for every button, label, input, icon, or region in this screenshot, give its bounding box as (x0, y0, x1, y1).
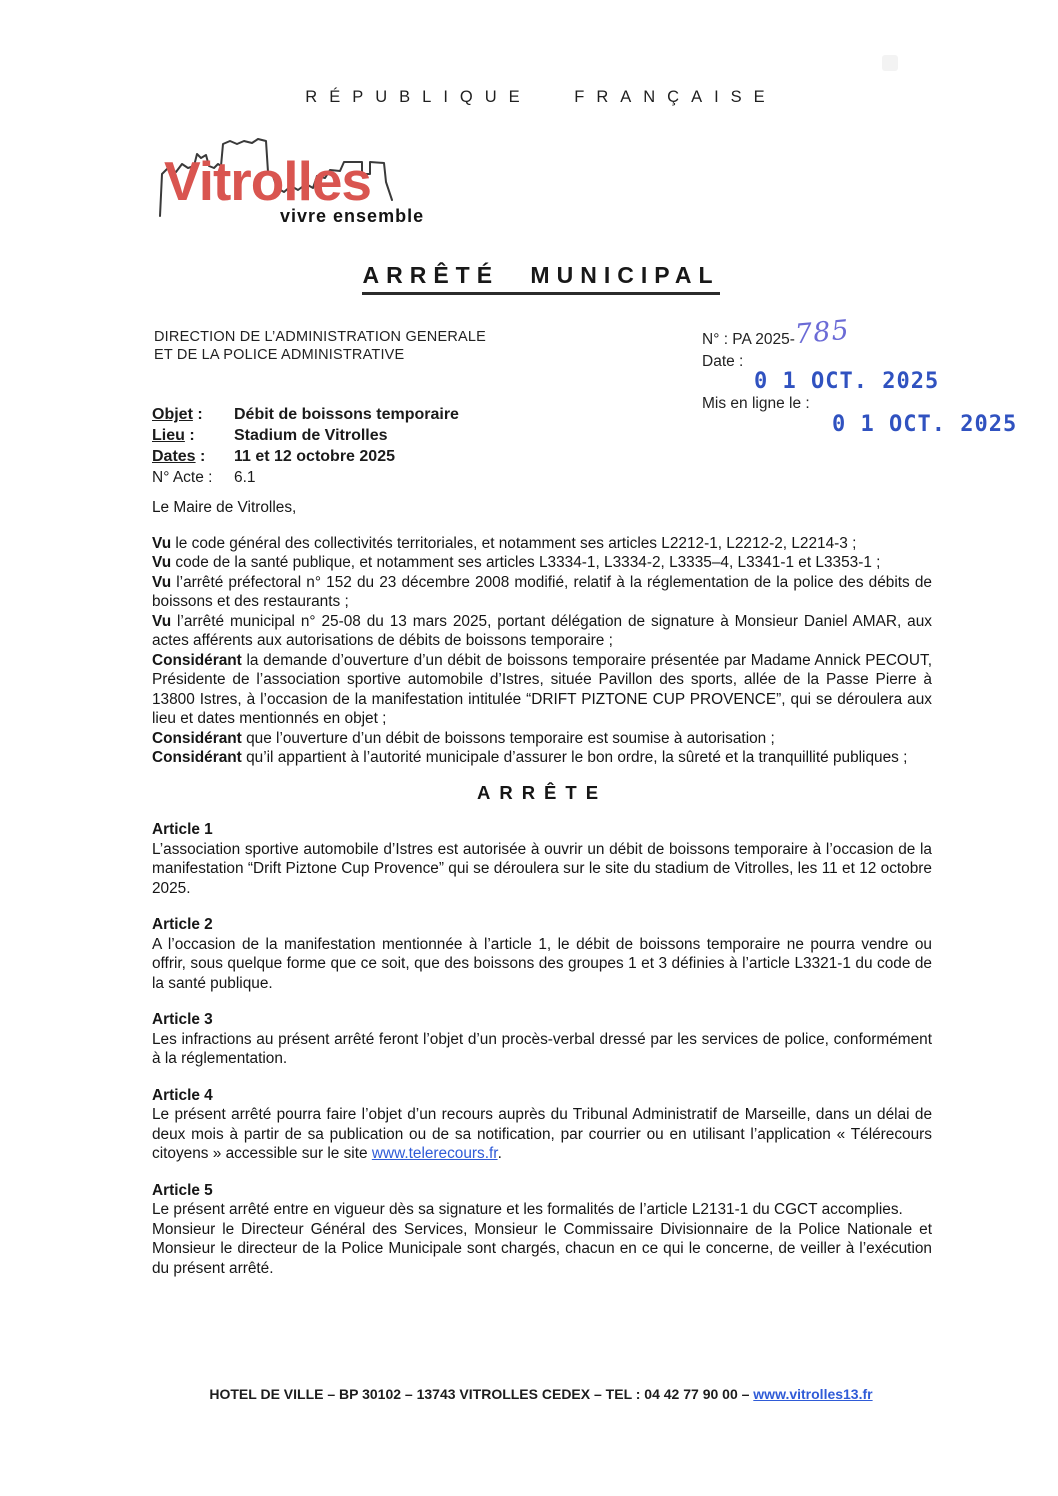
telerecours-link[interactable]: www.telerecours.fr (371, 1145, 498, 1162)
meta-label-objet: Objet (152, 406, 193, 423)
article-1 (152, 820, 932, 898)
recital-vu-2 (152, 553, 932, 573)
recital-lead: Vu (152, 612, 172, 630)
footer (150, 1386, 932, 1402)
meta-row-objet (152, 404, 459, 425)
recital-text: l’arrêté préfectoral n° 152 du 23 décembre 2008 modifié, relatif à la réglementation de la police des débits de boissons et des restaurants ; (152, 573, 932, 610)
meta-row-acte (152, 467, 459, 488)
direction-line-1: DIRECTION DE L’ADMINISTRATION GENERALE (154, 329, 487, 345)
meta-colon: : (195, 448, 206, 465)
article-4-heading: Article 4 (152, 1086, 213, 1104)
date-stamp: 0 1 OCT. 2025 (754, 369, 940, 394)
doc-number-row (702, 314, 942, 351)
recital-lead: Considérant (152, 749, 242, 766)
meta-value-acte: 6.1 (234, 469, 256, 486)
handwritten-number: 785 (793, 314, 851, 351)
online-stamp: 0 1 OCT. 2025 (832, 412, 1018, 437)
meta-row-lieu (152, 425, 459, 446)
recital-text: code de la santé publique, et notamment ses articles L3334-1, L3334-2, L3335–4, L3341-1 et L3353-1 ; (175, 554, 881, 571)
article-3-heading: Article 3 (152, 1011, 213, 1028)
recital-vu-3 (152, 573, 932, 612)
recital-considerant-3 (152, 748, 932, 768)
title-row (150, 262, 932, 295)
meta-label-lieu: Lieu (152, 427, 185, 444)
recital-text: la demande d’ouverture d’un débit de boissons temporaire présentée par Madame Annick PECOUT, Présidente de l’association sportive automobile d’Istres, située Pavillon des sports, allée de la Passe Pierre à 13800 Istres, à l’occasion de la manifestation intitulée “DRIFT PIZTONE CUP PROVENCE”, qui se déroulera aux lieu et dates mentionnés en objet ; (152, 651, 932, 727)
article-1-heading: Article 1 (152, 821, 213, 838)
meta-value-lieu: Stadium de Vitrolles (234, 427, 388, 444)
meta-colon: : (184, 427, 195, 444)
meta-label-dates: Dates (152, 448, 196, 465)
online-label: Mis en ligne le : (702, 395, 810, 412)
article-5-paragraph-2: Monsieur le Directeur Général des Services, Monsieur le Commissaire Divisionnaire de la Police Nationale et Monsieur le directeur de la Police Municipale sont chargés, chacun en ce qui le concerne, de veiller à l’exécution du présent arrêté. (152, 1220, 932, 1277)
recital-text: qu’il appartient à l’autorité municipale d’assurer le bon ordre, la sûreté et la tranquillité publiques ; (246, 749, 908, 766)
document-content (150, 0, 1018, 1496)
recital-text: l’arrêté municipal n° 25-08 du 13 mars 2025, portant délégation de signature à Monsieur Daniel AMAR, aux actes afférents aux autorisations de débits de boissons temporaire ; (152, 612, 932, 649)
logo-wordmark: Vitrolles (164, 150, 372, 212)
article-5-heading: Article 5 (152, 1181, 213, 1199)
recital-lead: Vu (152, 534, 172, 552)
recital-text: le code général des collectivités territoriales, et notamment ses articles L2212-1, L2212-2, L2214-3 ; (175, 534, 857, 552)
recital-lead: Vu (152, 573, 172, 591)
document-body (152, 498, 932, 1295)
footer-text: HOTEL DE VILLE – BP 30102 – 13743 VITROLLES CEDEX – TEL : 04 42 77 90 00 – (209, 1386, 754, 1402)
article-3-text: Les infractions au présent arrêté feront l’objet d’un procès-verbal dressé par les services de police, conformément à la réglementation. (152, 1030, 932, 1067)
article-2 (152, 915, 932, 993)
meta-value-dates: 11 et 12 octobre 2025 (234, 448, 395, 465)
article-2-text: A l’occasion de la manifestation mentionnée à l’article 1, le débit de boissons temporaire ne pourra vendre ou offrir, sous quelque forme que ce soit, que des boissons des groupes 1 et 3 définies à l’article L3321-1 du code de la santé publique. (152, 935, 932, 992)
recital-considerant-2 (152, 729, 932, 749)
meta-colon: : (203, 469, 213, 486)
recital-text: que l’ouverture d’un débit de boissons temporaire est soumise à autorisation ; (246, 729, 775, 747)
info-section (150, 314, 1018, 498)
meta-row-dates (152, 446, 459, 467)
decision-heading: ARRÊTE (476, 781, 608, 803)
vitrolles-logo (152, 120, 452, 235)
doc-number-label: N° : PA 2025- (702, 331, 795, 348)
meta-block (152, 404, 459, 488)
article-4 (152, 1086, 932, 1164)
direction-block (154, 328, 486, 364)
recital-vu-1 (152, 534, 932, 554)
date-label: Date : (702, 353, 744, 370)
article-5 (152, 1181, 932, 1279)
direction-line-2: ET DE LA POLICE ADMINISTRATIVE (154, 347, 405, 363)
recital-vu-4 (152, 612, 932, 651)
recital-lead: Considérant (152, 651, 242, 669)
meta-value-objet: Débit de boissons temporaire (234, 406, 459, 423)
article-3 (152, 1010, 932, 1069)
meta-label-acte: N° Acte (152, 469, 204, 486)
recital-lead: Vu (152, 554, 172, 571)
republic-header: RÉPUBLIQUE FRANÇAISE (305, 88, 777, 106)
salutation: Le Maire de Vitrolles, (152, 499, 297, 516)
article-1-text: L’association sportive automobile d’Istres est autorisée à ouvrir un débit de boissons temporaire à l’occasion de la manifestation “Drift Piztone Cup Provence” qui se déroulera sur le site du stadium de Vitrolles, les 11 et 12 octobre 2025. (152, 840, 932, 897)
article-2-heading: Article 2 (152, 916, 213, 933)
recital-considerant-1 (152, 651, 932, 729)
document-title: ARRÊTÉ MUNICIPAL (362, 262, 719, 295)
article-4-text: Le présent arrêté pourra faire l’objet d’un recours auprès du Tribunal Administratif de Marseille, dans un délai de deux mois à partir de sa publication ou de sa notification, par courrier ou en utilisant l’application « Télérecours citoyens » accessible sur le site www.telerecours.fr. (152, 1106, 932, 1162)
article-5-paragraph-1: Le présent arrêté entre en vigueur dès sa signature et les formalités de l’article L2131-1 du CGCT accomplies. (152, 1201, 903, 1218)
footer-link[interactable]: www.vitrolles13.fr (753, 1386, 873, 1402)
recital-lead: Considérant (152, 729, 242, 747)
logo-tagline: vivre ensemble (280, 206, 425, 226)
reference-block (702, 314, 1018, 437)
meta-colon: : (192, 406, 203, 423)
